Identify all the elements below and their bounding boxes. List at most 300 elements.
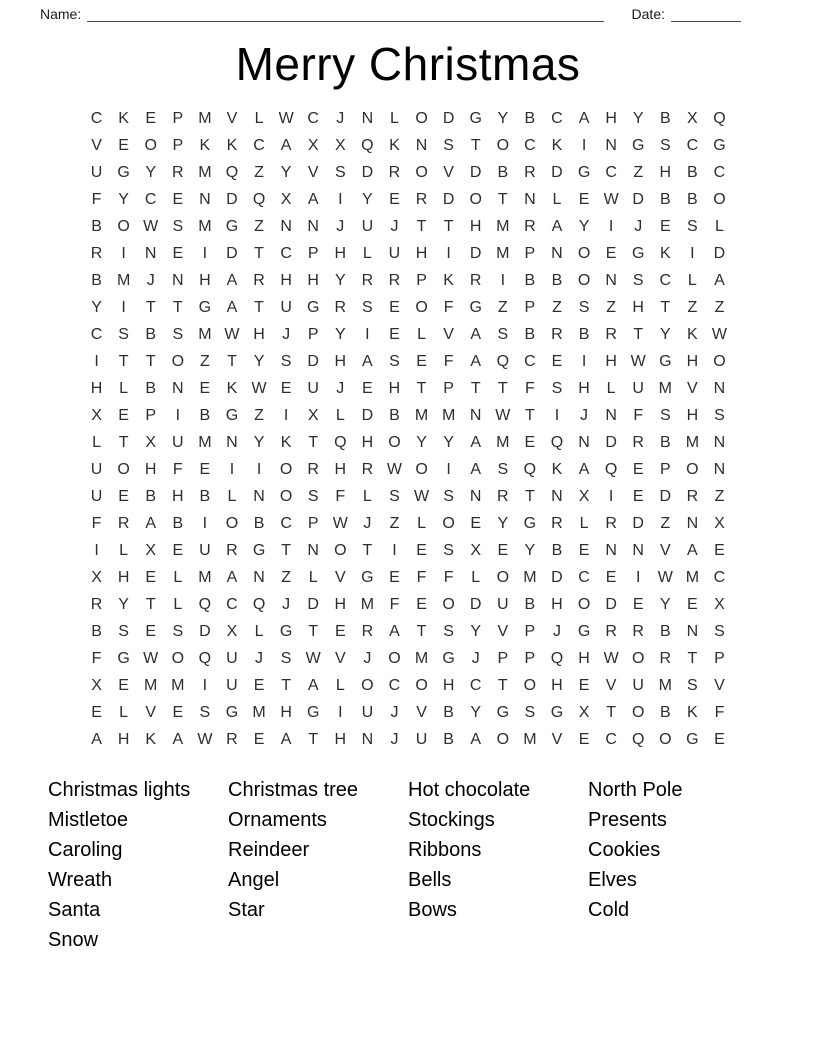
- grid-letter: V: [687, 379, 698, 397]
- grid-letter: J: [336, 379, 345, 397]
- grid-letter: D: [551, 163, 563, 181]
- grid-letter: Q: [496, 352, 510, 370]
- grid-letter: P: [172, 109, 184, 127]
- grid-letter: N: [199, 190, 211, 208]
- grid-letter: N: [551, 487, 563, 505]
- grid-letter: Y: [280, 163, 292, 181]
- grid-letter: O: [415, 109, 428, 127]
- grid-letter: S: [199, 703, 211, 721]
- grid-letter: T: [308, 730, 319, 748]
- grid-letter: S: [280, 649, 292, 667]
- grid-letter: I: [175, 406, 181, 424]
- grid-letter: J: [336, 217, 345, 235]
- grid-letter: R: [551, 325, 563, 343]
- grid-letter: K: [687, 703, 698, 721]
- word-item: Snow: [48, 929, 99, 951]
- grid-letter: Y: [497, 514, 509, 532]
- grid-letter: S: [118, 622, 129, 640]
- grid-letter: N: [632, 541, 644, 559]
- grid-letter: T: [118, 352, 129, 370]
- grid-letter: B: [551, 541, 563, 559]
- grid-letter: S: [389, 352, 400, 370]
- name-blank-line: [87, 7, 603, 22]
- grid-letter: A: [280, 136, 292, 154]
- grid-letter: C: [280, 514, 292, 532]
- grid-letter: B: [551, 271, 563, 289]
- grid-letter: J: [282, 595, 291, 613]
- grid-letter: D: [632, 514, 644, 532]
- grid-letter: H: [253, 325, 265, 343]
- grid-letter: I: [202, 514, 208, 532]
- grid-letter: E: [118, 487, 129, 505]
- grid-letter: G: [550, 703, 564, 721]
- grid-letter: T: [362, 541, 373, 559]
- grid-letter: W: [603, 649, 619, 667]
- grid-letter: E: [714, 541, 725, 559]
- grid-letter: K: [443, 271, 454, 289]
- grid-letter: X: [687, 109, 698, 127]
- grid-letter: G: [577, 163, 591, 181]
- grid-letter: W: [251, 379, 267, 397]
- grid-letter: O: [577, 271, 591, 289]
- grid-letter: C: [524, 352, 536, 370]
- grid-letter: B: [145, 487, 157, 505]
- word-item: Santa: [48, 899, 101, 921]
- grid-letter: W: [278, 109, 294, 127]
- grid-letter: Z: [254, 163, 264, 181]
- grid-letter: S: [551, 379, 563, 397]
- grid-letter: F: [443, 298, 454, 316]
- grid-letter: H: [334, 352, 347, 370]
- grid-letter: K: [280, 433, 292, 451]
- grid-letter: J: [390, 217, 399, 235]
- grid-letter: W: [224, 325, 240, 343]
- grid-letter: M: [414, 649, 429, 667]
- grid-letter: G: [361, 568, 374, 586]
- grid-letter: G: [469, 298, 482, 316]
- grid-letter: T: [470, 136, 481, 154]
- grid-letter: U: [90, 460, 103, 478]
- grid-letter: H: [632, 298, 644, 316]
- grid-letter: X: [226, 622, 238, 640]
- grid-letter: Q: [198, 595, 212, 613]
- grid-letter: D: [659, 487, 672, 505]
- grid-letter: M: [198, 109, 212, 127]
- grid-letter: V: [334, 568, 346, 586]
- grid-letter: Q: [252, 595, 266, 613]
- grid-letter: X: [307, 406, 319, 424]
- grid-letter: I: [283, 406, 289, 424]
- grid-letter: N: [361, 109, 374, 127]
- grid-letter: D: [713, 244, 726, 262]
- grid-letter: J: [363, 514, 372, 532]
- grid-letter: V: [145, 703, 157, 721]
- grid-letter: E: [199, 379, 211, 397]
- grid-letter: C: [90, 109, 103, 127]
- word-item: Caroling: [48, 839, 123, 861]
- grid-letter: K: [659, 244, 671, 262]
- grid-letter: Q: [523, 460, 537, 478]
- grid-letter: S: [443, 622, 454, 640]
- grid-letter: A: [714, 271, 725, 289]
- grid-letter: G: [496, 703, 510, 721]
- grid-letter: D: [605, 595, 617, 613]
- grid-letter: A: [578, 460, 590, 478]
- grid-letter: X: [280, 190, 292, 208]
- grid-letter: I: [690, 244, 695, 262]
- grid-letter: Z: [660, 514, 671, 532]
- grid-letter: N: [713, 379, 726, 397]
- grid-letter: F: [524, 379, 535, 397]
- grid-letter: Z: [714, 487, 725, 505]
- grid-letter: E: [118, 136, 129, 154]
- grid-letter: E: [578, 676, 590, 694]
- grid-letter: K: [199, 136, 211, 154]
- grid-letter: H: [172, 487, 184, 505]
- grid-letter: H: [334, 460, 347, 478]
- word-item: Elves: [588, 869, 637, 891]
- grid-letter: G: [117, 163, 130, 181]
- grid-letter: Q: [225, 163, 239, 181]
- grid-letter: T: [254, 298, 264, 316]
- grid-letter: N: [469, 406, 482, 424]
- word-item: Star: [228, 899, 265, 921]
- grid-letter: N: [578, 433, 590, 451]
- grid-letter: P: [714, 649, 725, 667]
- grid-letter: C: [388, 676, 401, 694]
- grid-letter: J: [363, 649, 372, 667]
- grid-letter: T: [497, 190, 508, 208]
- grid-letter: A: [91, 730, 102, 748]
- grid-letter: E: [145, 622, 157, 640]
- grid-letter: X: [714, 595, 725, 613]
- grid-letter: U: [199, 541, 211, 559]
- grid-letter: T: [606, 703, 616, 721]
- grid-letter: L: [471, 568, 481, 586]
- grid-letter: T: [145, 352, 156, 370]
- grid-letter: V: [416, 703, 427, 721]
- grid-letter: Y: [524, 541, 536, 559]
- grid-letter: O: [523, 676, 537, 694]
- grid-letter: G: [577, 622, 591, 640]
- grid-letter: R: [632, 622, 644, 640]
- grid-letter: X: [578, 703, 590, 721]
- grid-letter: E: [632, 595, 644, 613]
- grid-letter: X: [145, 433, 157, 451]
- grid-letter: E: [389, 568, 400, 586]
- grid-letter: W: [413, 487, 430, 505]
- grid-letter: C: [659, 271, 672, 289]
- grid-letter: U: [632, 379, 644, 397]
- word-item: Bows: [408, 899, 457, 921]
- grid-letter: I: [446, 460, 451, 478]
- grid-letter: I: [608, 217, 614, 235]
- grid-letter: P: [524, 622, 536, 640]
- grid-letter: Y: [334, 271, 346, 289]
- grid-letter: A: [470, 730, 482, 748]
- grid-letter: P: [307, 514, 319, 532]
- grid-letter: E: [199, 460, 211, 478]
- grid-letter: R: [90, 244, 103, 262]
- grid-letter: S: [443, 136, 454, 154]
- grid-letter: C: [469, 676, 482, 694]
- grid-letter: N: [280, 217, 292, 235]
- grid-letter: R: [361, 622, 374, 640]
- grid-letter: H: [415, 244, 428, 262]
- grid-letter: A: [470, 433, 482, 451]
- grid-letter: I: [392, 541, 397, 559]
- grid-letter: Y: [362, 190, 373, 208]
- grid-letter: Y: [659, 325, 671, 343]
- grid-letter: M: [441, 406, 456, 424]
- grid-letter: Z: [254, 406, 264, 424]
- grid-letter: M: [144, 676, 158, 694]
- grid-letter: B: [687, 190, 698, 208]
- grid-letter: F: [172, 460, 183, 478]
- grid-letter: T: [416, 622, 427, 640]
- grid-letter: B: [443, 730, 454, 748]
- grid-letter: B: [659, 622, 671, 640]
- grid-letter: C: [551, 109, 563, 127]
- grid-letter: S: [687, 676, 698, 694]
- grid-letter: Y: [118, 190, 129, 208]
- grid-letter: X: [307, 136, 319, 154]
- grid-letter: B: [145, 325, 157, 343]
- grid-letter: G: [659, 352, 672, 370]
- grid-letter: P: [524, 649, 536, 667]
- grid-letter: W: [305, 649, 321, 667]
- name-label: Name:: [40, 6, 82, 22]
- grid-letter: D: [226, 244, 238, 262]
- grid-letter: R: [659, 649, 672, 667]
- grid-letter: R: [469, 271, 482, 289]
- grid-letter: F: [91, 514, 102, 532]
- grid-letter: R: [388, 271, 401, 289]
- grid-letter: V: [443, 325, 454, 343]
- grid-letter: U: [361, 703, 374, 721]
- grid-letter: N: [144, 244, 157, 262]
- grid-letter: E: [172, 703, 184, 721]
- grid-letter: O: [415, 163, 428, 181]
- grid-letter: A: [362, 352, 373, 370]
- grid-letter: A: [470, 325, 482, 343]
- grid-letter: I: [338, 190, 343, 208]
- grid-letter: D: [605, 433, 617, 451]
- grid-letter: U: [497, 595, 509, 613]
- grid-letter: T: [443, 217, 454, 235]
- grid-letter: E: [578, 541, 590, 559]
- grid-letter: M: [523, 730, 537, 748]
- grid-letter: Q: [631, 730, 645, 748]
- grid-letter: O: [442, 514, 455, 532]
- grid-letter: T: [497, 676, 508, 694]
- grid-letter: Y: [470, 622, 482, 640]
- grid-letter: O: [577, 595, 591, 613]
- grid-letter: Z: [389, 514, 400, 532]
- grid-letter: L: [687, 271, 697, 289]
- grid-letter: H: [605, 352, 617, 370]
- grid-letter: A: [551, 217, 563, 235]
- grid-letter: R: [605, 622, 617, 640]
- grid-letter: W: [386, 460, 402, 478]
- grid-letter: E: [389, 325, 400, 343]
- grid-letter: S: [578, 298, 590, 316]
- grid-letter: I: [121, 244, 126, 262]
- grid-letter: I: [365, 325, 370, 343]
- grid-letter: H: [578, 649, 590, 667]
- grid-letter: E: [524, 433, 536, 451]
- grid-letter: T: [145, 298, 156, 316]
- grid-letter: O: [713, 352, 726, 370]
- grid-letter: S: [687, 217, 698, 235]
- grid-letter: N: [686, 514, 699, 532]
- grid-letter: S: [172, 325, 184, 343]
- grid-letter: S: [334, 163, 346, 181]
- grid-letter: N: [524, 190, 536, 208]
- grid-letter: R: [524, 163, 536, 181]
- grid-letter: K: [226, 379, 238, 397]
- grid-letter: L: [606, 379, 616, 397]
- grid-letter: A: [307, 676, 319, 694]
- grid-letter: S: [118, 325, 129, 343]
- word-item: Cold: [588, 899, 630, 921]
- grid-letter: U: [90, 487, 103, 505]
- grid-letter: L: [362, 487, 372, 505]
- grid-letter: O: [659, 730, 672, 748]
- grid-letter: D: [307, 352, 319, 370]
- grid-letter: I: [608, 487, 614, 505]
- grid-letter: G: [306, 298, 320, 316]
- grid-letter: D: [199, 622, 211, 640]
- grid-letter: Z: [714, 298, 725, 316]
- grid-letter: K: [687, 325, 698, 343]
- grid-letter: N: [226, 433, 238, 451]
- grid-letter: R: [524, 217, 536, 235]
- grid-letter: Y: [145, 163, 157, 181]
- grid-letter: G: [225, 703, 239, 721]
- grid-letter: R: [226, 541, 238, 559]
- grid-letter: I: [581, 136, 587, 154]
- grid-letter: B: [253, 514, 265, 532]
- grid-letter: N: [605, 271, 617, 289]
- grid-letter: O: [171, 649, 185, 667]
- grid-letter: N: [307, 217, 319, 235]
- grid-letter: E: [416, 595, 427, 613]
- grid-letter: E: [578, 730, 590, 748]
- grid-letter: H: [90, 379, 103, 397]
- grid-letter: X: [714, 514, 725, 532]
- grid-letter: Y: [659, 595, 671, 613]
- grid-letter: Y: [578, 217, 590, 235]
- grid-letter: L: [417, 514, 426, 532]
- grid-letter: L: [417, 325, 426, 343]
- grid-letter: L: [119, 703, 129, 721]
- grid-letter: M: [116, 271, 131, 289]
- grid-letter: R: [388, 163, 401, 181]
- grid-letter: P: [307, 244, 319, 262]
- grid-letter: R: [90, 595, 103, 613]
- grid-letter: I: [338, 703, 343, 721]
- grid-letter: O: [171, 352, 185, 370]
- grid-letter: G: [117, 649, 130, 667]
- grid-letter: L: [308, 568, 318, 586]
- grid-letter: N: [253, 487, 265, 505]
- grid-letter: E: [172, 244, 184, 262]
- grid-letter: R: [551, 514, 563, 532]
- grid-letter: G: [252, 541, 266, 559]
- grid-letter: C: [686, 136, 699, 154]
- grid-letter: R: [117, 514, 130, 532]
- grid-letter: T: [524, 406, 535, 424]
- grid-letter: N: [361, 730, 374, 748]
- grid-letter: D: [551, 568, 563, 586]
- grid-letter: O: [496, 136, 510, 154]
- grid-letter: F: [443, 568, 454, 586]
- grid-letter: T: [470, 379, 481, 397]
- grid-letter: M: [171, 676, 185, 694]
- grid-letter: H: [307, 271, 319, 289]
- grid-letter: O: [117, 217, 130, 235]
- grid-letter: R: [226, 730, 238, 748]
- grid-letter: I: [202, 244, 208, 262]
- grid-letter: F: [335, 487, 346, 505]
- grid-letter: E: [118, 676, 129, 694]
- grid-letter: T: [281, 676, 291, 694]
- grid-letter: M: [496, 217, 510, 235]
- grid-letter: W: [657, 568, 673, 586]
- grid-letter: O: [361, 676, 374, 694]
- grid-letter: B: [524, 595, 536, 613]
- grid-letter: E: [253, 730, 265, 748]
- grid-letter: R: [497, 487, 509, 505]
- grid-letter: M: [496, 244, 510, 262]
- grid-letter: V: [91, 136, 102, 154]
- grid-letter: O: [144, 136, 157, 154]
- grid-letter: F: [714, 703, 725, 721]
- grid-letter: A: [145, 514, 157, 532]
- grid-letter: Y: [118, 595, 129, 613]
- grid-letter: H: [686, 352, 699, 370]
- grid-letter: E: [172, 190, 184, 208]
- grid-letter: B: [578, 325, 590, 343]
- grid-letter: Y: [253, 433, 265, 451]
- grid-letter: A: [226, 271, 238, 289]
- grid-letter: O: [279, 487, 293, 505]
- grid-letter: M: [360, 595, 375, 613]
- grid-letter: O: [388, 649, 401, 667]
- grid-letter: U: [361, 217, 374, 235]
- grid-letter: R: [632, 433, 644, 451]
- grid-letter: S: [172, 217, 184, 235]
- grid-letter: W: [630, 352, 646, 370]
- grid-letter: M: [198, 433, 212, 451]
- grid-letter: V: [497, 622, 509, 640]
- grid-letter: B: [659, 433, 671, 451]
- page-title: Merry Christmas: [235, 38, 581, 90]
- grid-letter: M: [252, 703, 266, 721]
- grid-letter: N: [605, 541, 617, 559]
- grid-letter: I: [554, 406, 560, 424]
- grid-letter: H: [578, 379, 590, 397]
- grid-letter: P: [416, 271, 427, 289]
- grid-letter: O: [631, 649, 645, 667]
- grid-letter: T: [416, 379, 427, 397]
- grid-letter: B: [199, 406, 211, 424]
- grid-letter: I: [581, 352, 587, 370]
- grid-letter: L: [119, 379, 129, 397]
- word-item: Christmas lights: [48, 779, 191, 801]
- word-item: Presents: [588, 809, 667, 831]
